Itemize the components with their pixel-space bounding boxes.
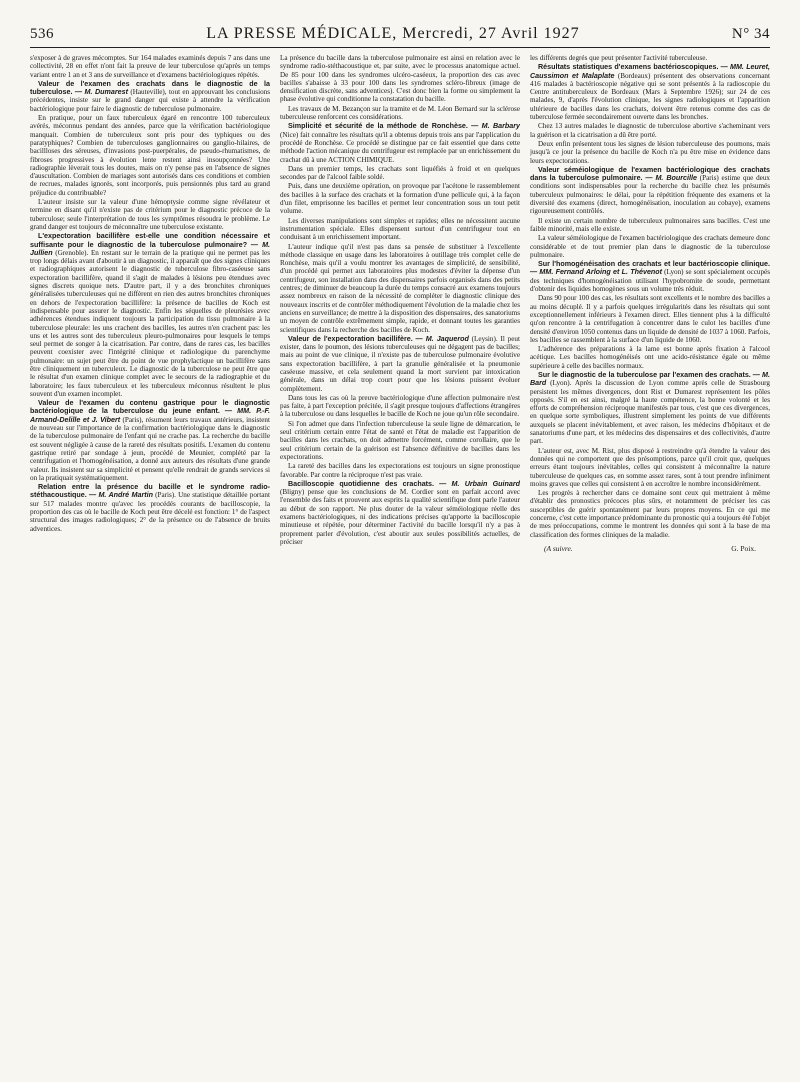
journal-title-line <box>206 25 579 43</box>
paragraph-text: Les diverses manipulations sont simples et rapides; elles ne nécessitent aucune instrumentation spéciale. Elles dispensent surtout d'un centrifugeur tout en conduisant à un enrichissement important. <box>280 216 520 242</box>
section-paragraph <box>280 480 520 546</box>
author-name: — M. André Martin <box>88 491 153 500</box>
body-paragraph <box>530 447 770 488</box>
section-heading: Valeur séméiologique de l'examen bactériologique des crachats dans la tuberculose pulmonaire. <box>530 165 770 183</box>
section-heading: Sur le diagnostic de la tuberculose par l'examen des crachats. <box>538 370 751 379</box>
paragraph-text: Dans tous les cas où la preuve bactériologique d'une affection pulmonaire n'est pas faite, à part l'exception précitée, il s'agit presque toujours d'affections étrangères à la tuberculose ou dans lesquelles le bacille de Koch ne joue qu'un rôle secondaire. <box>280 393 520 419</box>
paragraph-text: Les travaux de M. Bezançon sur la tramite et de M. Léon Bernard sur la sclérose tuberculeuse renforcent ces considérations. <box>280 104 520 122</box>
section-heading: Relation entre la présence du bacille et le syndrome radio-stéthacoustique. <box>30 483 270 500</box>
paragraph-text: La rareté des bacilles dans les expectorations est toujours un signe pronostique favorable. Par contre la réciproque n'est pas vraie. <box>280 462 520 479</box>
section-paragraph <box>30 232 270 398</box>
section-paragraph <box>280 335 520 393</box>
issue-date: Mercredi, 27 Avril 1927 <box>402 25 580 42</box>
author-name: — M. Dumarest <box>74 88 128 97</box>
section-heading: L'expectoration bacillifère est-elle une condition nécessaire et suffisante pour le diagnostic de la tuberculose pulmonaire? <box>30 232 270 249</box>
section-heading: Sur l'homogénéisation des crachats et leur bactérioscopie clinique. <box>538 260 770 269</box>
section-paragraph <box>30 399 270 482</box>
paragraph-text: Chez 13 autres malades le diagnostic de tuberculose abortive s'acheminant vers la guérison et la cicatrisation a dû être porté. <box>530 122 770 139</box>
page-number: 536 <box>30 26 54 42</box>
section-heading: Valeur de l'examen du contenu gastrique pour le diagnostic bactériologique de la tuberculose du jeune enfant. <box>30 399 270 416</box>
body-paragraph <box>280 394 520 419</box>
paragraph-text: L'auteur insiste sur la valeur d'une hémoptysie comme signe révélateur et termine en disant qu'il n'existe pas de critérium pour le diagnostic précoce de la tuberculose; seule l'interprétation de tous les symptômes résoudra le problème. Le grand danger est toujours de méconnaître une tuberculose existante. <box>30 198 270 231</box>
section-paragraph <box>530 371 770 446</box>
body-paragraph <box>280 165 520 182</box>
page-header <box>30 25 770 48</box>
author-name: — MM. Fernand Arloing et L. Thévenot <box>530 268 663 277</box>
section-paragraph <box>530 260 770 293</box>
author-name: — M. Jullien <box>30 240 270 257</box>
body-paragraph <box>30 114 270 197</box>
paragraph-text: Puis, dans une deuxième opération, on provoque par l'acétone le rassemblement des bacilles à la surface des crachats et la formation d'une pellicule qui, à la façon d'un filet, emprisonne les bacilles et permet leur concentration sous un tout petit volume. <box>280 182 520 216</box>
journal-title: LA PRESSE MÉDICALE, <box>206 25 398 42</box>
author-name: — MM. P.-F. Armand-Delille et J. Vibert <box>30 407 270 424</box>
author-name: — M. Jaquerod <box>415 334 469 343</box>
paragraph-text: Dans un premier temps, les crachats sont liquéfiés à froid et en quelques secondes par de l'alcool faible soldé. <box>280 164 520 182</box>
section-heading: Simplicité et sécurité de la méthode de Ronchèse. <box>288 122 468 131</box>
author-signature: G. Poix. <box>731 543 756 553</box>
section-heading: Valeur de l'expectoration bacillifère. <box>288 334 413 343</box>
section-paragraph <box>30 483 270 533</box>
body-paragraph <box>530 122 770 139</box>
newspaper-page <box>30 25 770 1075</box>
article-signature <box>530 545 770 554</box>
paragraph-text: (Bligny) pense que les conclusions de M. Cordier sont en parfait accord avec l'ensemble des faits et prouvent aux esprits la qualité scientifique dont parle l'auteur au début de son rapport. Ne plus douter de la valeur séméiologique réelle des examens bactériologiques, ni des indications précises qu'apporte la bacilloscopie minutieuse et répétée, pour déterminer l'activité du bacille lorsqu'il n'y a pas à proprement parler d'évolution, c'est aboutir aux seules possibilités actuelles, de préciser <box>280 488 520 546</box>
author-name: — M. Urbain Guinard <box>439 479 520 488</box>
paragraph-text: (Lyon). Après la discussion de Lyon comme après celle de Strasbourg persistent les mêmes divergences, dont Rist et Dumarest représentent les pôles opposés. S'il en est ainsi, malgré la haute compétence, la bonne volonté et les efforts de compréhension réciproque manifestés par tous, c'est que ces divergences, en quelque sorte symboliques, illustrent simplement les points de vue différents auxquels se placent inévitablement, et avec raison, les médecins d'hôpitaux et de sanatoriums d'une part, et les médecins des dispensaires et des collectivités, d'autre part. <box>530 379 770 446</box>
paragraph-text: La valeur séméiologique de l'examen bactériologique des crachats demeure donc considérable et de tout premier plan dans le diagnostic de la tuberculose pulmonaire. <box>530 234 770 259</box>
paragraph-text: (Lyon) se sont spécialement occupés des techniques d'homogénéisation utilisant l'hypobromite de soude, permettant d'obtenir des liquides homogènes sous un volume très réduit. <box>530 268 770 294</box>
body-paragraph <box>530 140 770 165</box>
section-paragraph <box>530 63 770 121</box>
paragraph-text: (Paris), résument leurs travaux antérieurs, insistent de nouveau sur l'importance de la confirmation bactériologique dans le diagnostic de la tuberculose pulmonaire de l'enfant qui ne crache pas. La recherche du bacille est souvent négligée à cause de la rareté des résultats positifs. L'examen du contenu gastrique retiré par sondage à jeun, procédé de Meunier, complété par la centrifugation et l'homogénéisation, a donné aux auteurs des résultats d'une grande valeur. Ils insistent sur sa simplicité et pensent qu'elle rendrait de grands services si on la pratiquait systématiquement. <box>30 415 270 482</box>
paragraph-text: Les progrès à rechercher dans ce domaine sont ceux qui mettraient à même d'établir des pronostics précoces plus sûrs, et notamment de préciser les cas susceptibles de guérir spontanément par leurs propres moyens. En ce qui me concerne, c'est cette importance prédominante du pronostic qui a toujours été l'objet de mes préoccupations, comme le montrent les données qui sont à la base de ma classification des formes cliniques de la maladie. <box>530 489 770 539</box>
paragraph-text: (Bordeaux) présentent des observations concernant 416 malades à bactérioscopie négative qui se sont présentés à la radioscopie du Centre antituberculeux de Bordeaux (Mars à Septembre 1926); sur 24 de ces malades, 9, d'après l'évolution clinique, les signes radiologiques et l'apparition ultérieure de bacilles dans les crachats, doivent être retenus comme des cas de tuberculose fermée secondairement ouverte dans les bronches. <box>530 71 770 122</box>
paragraph-text: Si l'on admet que dans l'infection tuberculeuse la seule ligne de démarcation, le seul critérium certain entre l'état de santé et l'état de maladie est l'apparition de bacilles dans les crachats, on doit admettre forcément, comme corollaire, que le seul critérium certain de la guérison est l'absence définitive de bacilles dans les expectorations. <box>280 419 520 461</box>
body-paragraph <box>280 462 520 479</box>
body-paragraph <box>530 489 770 539</box>
body-paragraph <box>530 217 770 234</box>
paragraph-text: (Paris). Une statistique détaillée portant sur 517 malades montre qu'avec les procédés courants de bacilloscopie, la proportion des cas où le bacille de Koch peut être décelé est fonction: 1° de l'aspect structural des images radiologiques; 2° de la présence ou de l'absence de bruits adventices. <box>30 491 270 533</box>
column-left <box>30 54 270 1064</box>
paragraph-text: (Grenoble). En restant sur le terrain de la pratique qui ne permet pas les trop longs délais avant d'aboutir à un diagnostic, il apparaît que des signes cliniques et radiographiques autorisent le diagnostic de tuberculose fibro-caséeuse sans expectoration bacillifère, quand il s'agit de malades à lésions peu étendues avec signes discrets quoique nets. D'autre part, il y a des bronchites chroniques généralisées tuberculeuses qui ne diffèrent en rien des autres bronchites chroniques en dehors de l'expectoration bacillifère: la présence de bacilles de Koch est indispensable pour assurer le diagnostic. Enfin les séquelles de pleurésies avec adhérences étendues indiquent toujours la participation du tissu pulmonaire à la tuberculose pleurale: les uns crachent des bacilles, les autres n'en crachent pas: les uns et les autres sont des tuberculeux pleuro-pulmonaires pour lesquels le temps seul permet de songer à la cicatrisation. Par contre, dans de rares cas, les bacilles peuvent coexister avec l'intégrité clinique et radiologique du parenchyme pulmonaire: un sujet peut être du point de vue prophylactique un bacillifère sans être cliniquement un tuberculeux. Le diagnostic de la tuberculose ne peut être que le résultat d'un examen clinique complet avec le secours de la radiographie et du laboratoire; les faux tuberculeux et les tuberculeux méconnus résultent le plus souvent d'un examen incomplet. <box>30 248 270 398</box>
paragraph-text: (Hauteville), tout en approuvant les conclusions précédentes, insiste sur le grand danger qui existe à attendre la vérification bactériologique pour faire le diagnostic de tuberculose pulmonaire. <box>30 88 270 113</box>
paragraph-text: (Paris) estime que deux conditions sont indispensables pour la recherche du bacille chez les présumés tuberculeux pulmonaires: le délai, pour la répétition fréquente des examens et la diversité des examens (direct, homogénéisation, inoculation au cobaye), examens rigoureusement contrôlés. <box>530 174 770 216</box>
section-paragraph <box>530 166 770 216</box>
paragraph-text: les différents degrés que peut présenter l'activité tuberculeuse. <box>530 54 708 62</box>
paragraph-text: (Nice) fait connaître les résultats qu'il a obtenus depuis trois ans par l'application du procédé de Ronchèse. Ce procédé se distingue par ce fait essentiel que dans cette méthode l'action mécanique du centrifugeur est remplacée par un enrichissement du crachat dû à une ACTION CHIMIQUE. <box>280 130 520 164</box>
to-be-continued-note: (A suivre. <box>544 543 573 553</box>
body-paragraph <box>530 234 770 259</box>
body-paragraph <box>30 54 270 79</box>
body-paragraph <box>280 182 520 215</box>
author-name: — MM. Leuret, Caussimon et Malaplate <box>530 63 770 80</box>
paragraph-text: L'adhérence des préparations à la lame est bonne après fixation à l'alcool acétique. Les bacilles homogénéisés ont une acido-résistance égale ou même supérieure à celle des bacilles normaux. <box>530 345 770 370</box>
column-right <box>530 54 770 1064</box>
issue-number: N° 34 <box>731 26 770 42</box>
author-name: — M. Bard <box>530 370 770 388</box>
paragraph-text: Il existe un certain nombre de tuberculeux pulmonaires sans bacilles. C'est une faible minorité, mais elle existe. <box>530 216 770 233</box>
paragraph-text: L'auteur est, avec M. Rist, plus disposé à restreindre qu'à étendre la valeur des données qui ne comportent que des présomptions, parce qu'il croit que, quelques erreurs étant toujours inévitables, celles qui consistent à méconnaître la nature tuberculeuse de quelques cas, en somme assez rares, sont à tout prendre infiniment moins graves que celles qui consistent à en accroître le nombre inconsidérément. <box>530 446 770 488</box>
body-paragraph <box>530 345 770 370</box>
paragraph-text: (Leysin). Il peut exister, dans le poumon, des lésions tuberculeuses qui ne dégagent pas de bacilles; mais au point de vue clinique, il n'existe pas de tuberculose pulmonaire évolutive sans expectoration bacillifère, à part la granulie généralisée et la pneumonie caséeuse massive, et cela seulement quand la mort survient par intoxication générale, dans un délai trop court pour que les lésions puissent évoluer complètement. <box>280 334 520 393</box>
paragraph-text: Dans 90 pour 100 des cas, les résultats sont excellents et le nombre des bacilles a au moins décuplé. Il y a parfois quelques irrégularités dans les résultats qui sont exceptionnellement inférieurs à l'examen direct. Elles tiennent plus à la difficulté qu'on rencontre à la centrifugation à concentrer dans le culot les bacilles d'une densité d'environ 1050 contenus dans un liquide de densité de 1037 à 1060. Parfois, les bacilles se rassemblent à la surface d'un liquide de 1060. <box>530 294 770 344</box>
body-paragraph <box>280 54 520 104</box>
body-paragraph <box>280 243 520 334</box>
article-columns <box>30 54 770 1064</box>
section-heading: Bacilloscopie quotidienne des crachats. <box>288 479 434 488</box>
body-paragraph <box>30 198 270 231</box>
section-paragraph <box>30 80 270 113</box>
paragraph-text: s'exposer à de graves mécomptes. Sur 164 malades examinés depuis 7 ans dans une collectivité, 28 en effet n'ont fait la preuve de leur tuberculose qu'après un temps variant entre 1 an et 3 ans de surveillance et d'examens bactériologiques répétés. <box>30 54 270 79</box>
body-paragraph <box>530 294 770 344</box>
author-name: — M. Barbary <box>471 122 520 131</box>
body-paragraph <box>280 420 520 461</box>
body-paragraph <box>280 105 520 122</box>
paragraph-text: En pratique, pour un faux tuberculeux égaré en rencontre 100 tuberculeux avérés, méconnus pendant des années, parce que la vérification bactériologique manquait. Combien de tuberculeux sont pris pour des typhiques ou des paratyphiques? Combien de tuberculoses ganglionnaires ou ganglio-hilaires, de bacillloses des séreuses, d'invasions post-puerpérales, de pseudo-rhumatismes, de fibroses progressives à évolution lente restent ainsi insoupçonnées? Une radiographie lèverait tous les doutes, mais on n'y pense pas en l'absence de signes d'auscultation. Combien de mariages sont autorisés dans ces conditions et combien de recrues, malades ignorés, sont incorporés, puis pensionnés plus tard au grand préjudice du contribuable? <box>30 114 270 197</box>
body-paragraph <box>280 217 520 242</box>
author-name: — M. Bourcille <box>645 174 697 183</box>
paragraph-text: Deux enfin présentent tous les signes de lésion tuberculeuse des poumons, mais jusqu'à ce jour la présence du bacille de Koch n'a pu être mise en évidence dans leurs expectorations. <box>530 139 770 165</box>
paragraph-text: La présence du bacille dans la tuberculose pulmonaire est ainsi en relation avec le syndrome radio-stéthacoustique et, par suite, avec le processus anatomique actuel. De 85 pour 100 dans les syndromes ulcéro-caséeux, la proportion des cas avec bacilles s'abaisse à 33 pour 100 dans les syndromes scléro-fibreux (image de densification discrète, sans adventices). C'est donc bien la forme ou simplement la phase évolutive qui conditionne la constatation du bacille. <box>280 54 520 104</box>
paragraph-text: L'auteur indique qu'il n'est pas dans sa pensée de substituer à l'excellente méthode classique en usage dans les laboratoires à outillage très complet celle de Ronchèse, mais qu'il a voulu montrer les avantages de simplicité, de sensibilité, d'un procédé qui permet aux laboratoires plus modestes d'éviter la dépense d'un centrifugeur, son installation dans des dispensaires parfois organisés dans des petits centres; de diminuer de beaucoup la durée du temps consacré aux examens toujours assez nombreux en raison de la nécessité de compléter le diagnostic clinique des nouveaux inscrits et de contrôler méthodiquement l'évolution de la maladie chez les anciens en surveillance; de mettre à la disposition des dispensaires, des sanatoriums un moyen de contrôle extrêmement simple, rapide, et donnant toutes les garanties scientifiques dans la recherche des bacilles de Koch. <box>280 242 520 334</box>
section-heading: Valeur de l'examen des crachats dans le diagnostic de la tuberculose. <box>30 79 270 97</box>
section-paragraph <box>280 122 520 163</box>
section-heading: Résultats statistiques d'examens bactérioscopiques. <box>538 63 719 72</box>
body-paragraph <box>530 54 770 62</box>
column-middle <box>280 54 520 1064</box>
